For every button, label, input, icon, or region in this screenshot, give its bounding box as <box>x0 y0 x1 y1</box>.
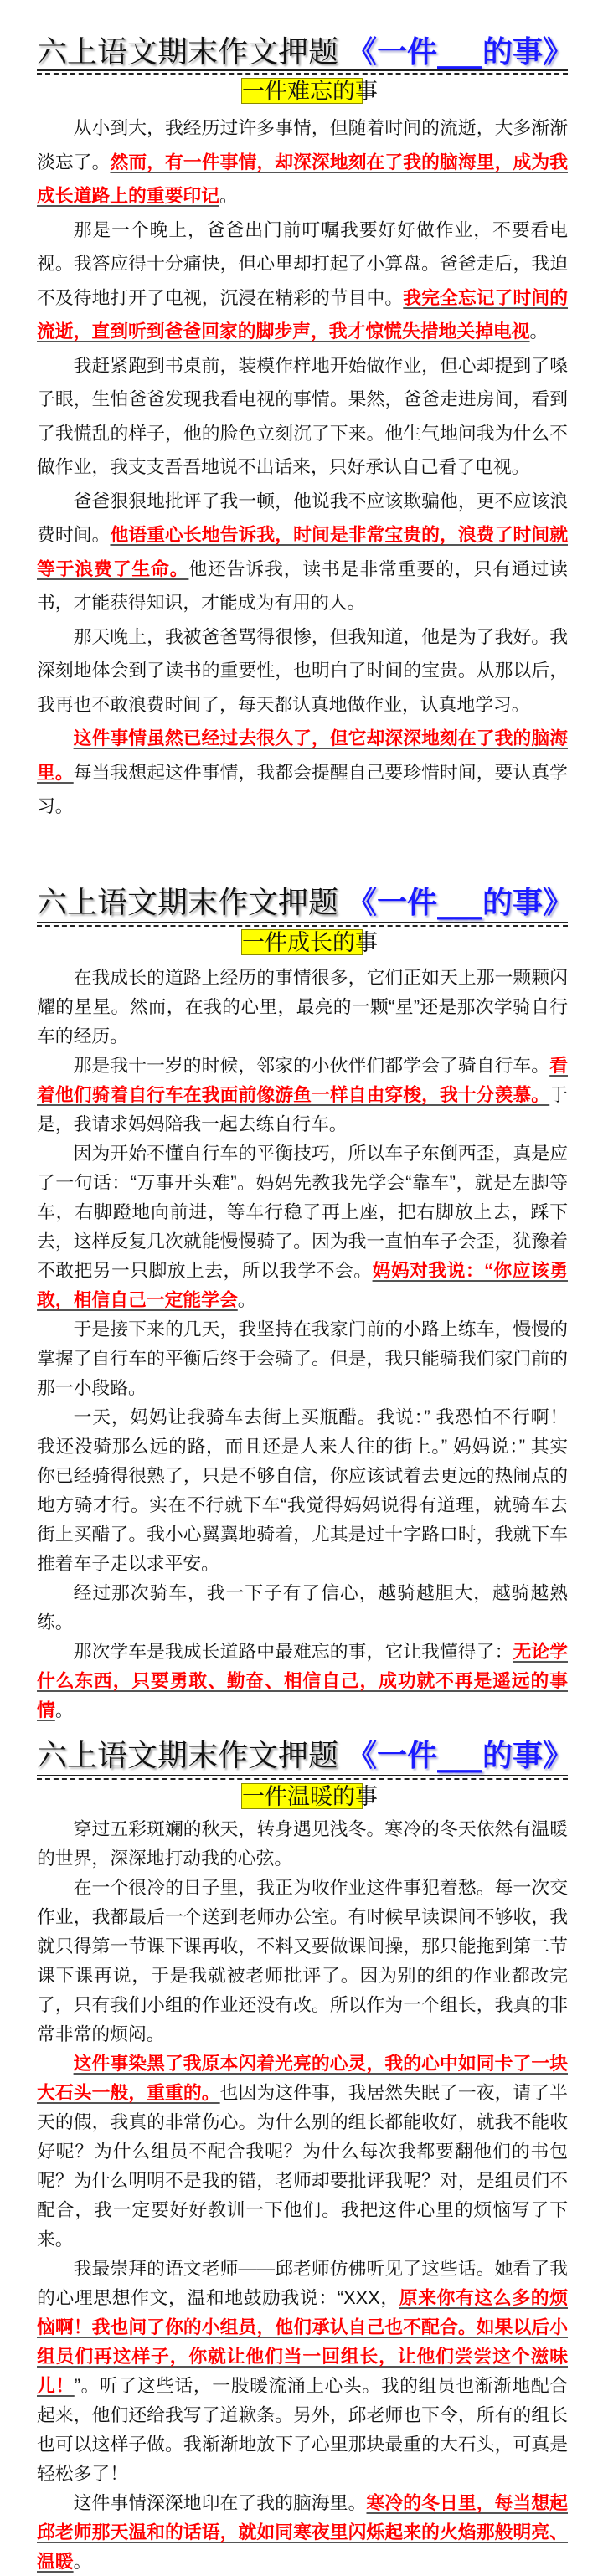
highlighted-sentence: 我完全忘记了时间的流逝，直到听到爸爸回家的脚步声，我才惊慌失措地关掉电视 <box>37 286 568 342</box>
highlighted-sentence: 看着他们骑着自行车在我面前像游鱼一样自由穿梭，我十分羡慕。 <box>37 1055 568 1105</box>
highlighted-sentence: 无论学什么东西，只要勇敢、勤奋、相信自己，成功就不再是遥远的事情 <box>37 1641 568 1720</box>
paragraph <box>37 485 568 620</box>
title-main: 六上语文期末作文押题 <box>37 1739 339 1773</box>
paragraph <box>37 1637 568 1725</box>
text-segment: 穿过五彩斑斓的秋天，转身遇见浅冬。寒冷的冬天依然有温暖的世界，深深地打动我的心弦。 <box>37 1818 568 1869</box>
text-segment: 一天，妈妈让我骑车去街上买瓶醋。我说：” 我恐怕不行啊！我还没骑那么远的路，而且还是人来人往的街上。” 妈妈说：” 其实你已经骑得很熟了，只是不够自信，你应该试着去更远的热闹点的地方骑才行。实在不行就下车“我觉得妈妈说得有道理，就骑车去街上买醋了。我小心翼翼地骑着，尤其是过十字路口时，我就下车推着车子走以求平安。 <box>37 1406 568 1574</box>
text-segment: 。 <box>237 1289 256 1310</box>
text-segment: 那次学车是我成长道路中最难忘的事，它让我懂得了： <box>73 1641 513 1662</box>
title-divider <box>37 1775 568 1780</box>
highlighted-sentence: 这件事染黑了我原本闪着光亮的心灵，我的心中如同卡了一块大石头一般，重重的。 <box>37 2053 568 2103</box>
text-segment: 我赶紧跑到书桌前，装模作样地开始做作业，但心却提到了嗓子眼，生怕爸爸发现我看电视的事情。果然，爸爸走进房间，看到了我慌乱的样子，他的脸色立刻沉了下来。他生气地问我为什么不做作业，我支支吾吾地说不出话来，只好承认自己看了电视。 <box>37 354 568 477</box>
text-segment: 从小到大，我经历过许多事情，但随着时间的流逝，大多渐渐淡忘了。 <box>37 117 568 172</box>
text-segment: 。 <box>54 1699 74 1720</box>
paragraph <box>37 1814 568 1873</box>
paragraph <box>37 1873 568 2049</box>
paragraph <box>37 349 568 485</box>
essay-subtitle: 一件温暖的事 <box>242 1784 378 1809</box>
text-segment: 那天晚上，我被爸爸骂得很惨，但我知道，他是为了我好。我深刻地体会到了读书的重要性，也明白了时间的宝贵。从那以后，我再也不敢浪费时间了，每天都认真地做作业，认真地学习。 <box>37 625 568 715</box>
text-segment: 因为开始不懂自行车的平衡技巧，所以车子东倒西歪，真是应了一句话：“万事开头难”。妈妈先教我先学会“靠车”，就是左脚等车，右脚蹬地向前进，等车行稳了再上座，把右脚放上去，踩下去，这样反复几次就能慢慢骑了。因为我一直怕车子会歪，犹豫着不敢把另一只脚放上去，所以我学不会。 <box>37 1143 568 1281</box>
title-main: 六上语文期末作文押题 <box>37 35 339 69</box>
title-main: 六上语文期末作文押题 <box>37 886 339 920</box>
title-topic: 《一件___的事》 <box>347 34 574 69</box>
title-divider <box>37 69 568 75</box>
paragraph <box>37 2488 568 2576</box>
paragraph <box>37 722 568 824</box>
text-segment: 那是我十一岁的时候，邻家的小伙伴们都学会了骑自行车。 <box>73 1055 550 1076</box>
highlighted-sentence: 寒冷的冬日里，每当想起邱老师那天温和的话语，就如同寒夜里闪烁起来的火焰那般明亮、温暖 <box>37 2492 568 2572</box>
text-segment: 这件事情深深地印在了我的脑海里。 <box>73 2492 367 2513</box>
paragraph <box>37 213 568 349</box>
paragraph <box>37 2254 568 2488</box>
highlighted-sentence: 他语重心长地告诉我，时间是非常宝贵的，浪费了时间就等于浪费了生命。 <box>37 524 568 579</box>
text-segment: 爸爸狠狠地批评了我一顿，他说我不应该欺骗他，更不应该浪费时间。 <box>37 490 568 545</box>
title-divider <box>37 922 568 927</box>
text-segment: 于是，我请求妈妈陪我一起去练自行车。 <box>37 1084 568 1134</box>
essay-subtitle: 一件难忘的事 <box>242 79 378 104</box>
title-topic: 《一件___的事》 <box>347 1738 574 1773</box>
paragraph <box>37 620 568 722</box>
paragraph <box>37 1139 568 1314</box>
text-segment: 。 <box>73 2551 92 2572</box>
highlighted-sentence: 原来你有这么多的烦恼啊！我也问了你的小组员，他们承认自己也不配合。如果以后小组员们再这样子，你就让他们当一回组长，让他们尝尝这个滋味儿！ <box>37 2287 568 2396</box>
text-segment: 经过那次骑车，我一下子有了信心，越骑越胆大，越骑越熟练。 <box>37 1582 568 1632</box>
highlighted-sentence: 这件事情虽然已经过去很久了，但它却深深地刻在了我的脑海里。 <box>37 728 568 783</box>
paragraph <box>37 111 568 213</box>
essay-body <box>37 111 568 824</box>
highlighted-sentence: 妈妈对我说：“你应该勇敢，相信自己一定能学会 <box>37 1260 568 1310</box>
page-title <box>37 1737 573 1774</box>
text-segment: 在一个很冷的日子里，我正为收作业这件事犯着愁。每一次交作业，我都最后一个送到老师办公室。有时候早读课间不够收，我就只得第一节课下课再收，不料又要做课间操，那只能拖到第二节课下课再说，于是我就被老师批评了。因为别的组的作业都改完了，只有我们小组的作业还没有改。所以作为一个组长，我真的非常非常的烦闷。 <box>37 1877 568 2044</box>
text-segment: 。 <box>529 321 549 342</box>
paragraph <box>37 1402 568 1578</box>
paragraph <box>37 1051 568 1139</box>
highlighted-sentence: 然而，有一件事情，却深深地刻在了我的脑海里，成为我成长道路上的重要印记 <box>37 151 568 206</box>
essay-body <box>37 963 568 1725</box>
page-title <box>37 884 573 921</box>
paragraph <box>37 2049 568 2254</box>
text-segment: 于是接下来的几天，我坚持在我家门前的小路上练车，慢慢的掌握了自行车的平衡后终于会骑了。但是，我只能骑我们家门前的那一小段路。 <box>37 1319 568 1398</box>
text-segment: 每当我想起这件事情，我都会提醒自己要珍惜时间，要认真学习。 <box>37 761 568 816</box>
essay-body <box>37 1814 568 2576</box>
paragraph <box>37 1314 568 1402</box>
text-segment: ”。听了这些话，一股暖流涌上心头。我的组员也渐渐地配合起来，他们还给我写了道歉条。另外，邱老师也下令，所有的组长也可以这样子做。我渐渐地放下了心里那块最重的大石头，可真是轻松多了！ <box>37 2375 568 2484</box>
title-topic: 《一件___的事》 <box>347 885 574 920</box>
text-segment: 在我成长的道路上经历的事情很多，它们正如天上那一颗颗闪耀的星星。然而，在我的心里，最亮的一颗“星”还是那次学骑自行车的经历。 <box>37 967 568 1046</box>
text-segment: 也因为这件事，我居然失眠了一夜，请了半天的假，我真的非常伤心。为什么别的组长都能收好，就我不能收好呢？为什么组员不配合我呢？为什么每次我都要翻他们的书包呢？为什么明明不是我的错，老师却要批评我呢？对，是组员们不配合，我一定要好好教训一下他们。我把这件心里的烦恼写了下来。 <box>37 2082 568 2250</box>
text-segment: 我最崇拜的语文老师——邱老师仿佛听见了这些话。她看了我的心理思想作文，温和地鼓励我说：“XXX， <box>37 2258 568 2308</box>
page-title <box>37 33 573 70</box>
paragraph <box>37 1578 568 1637</box>
text-segment: 。 <box>219 185 238 206</box>
paragraph <box>37 963 568 1051</box>
text-segment: 他还告诉我，读书是非常重要的，只有通过读书，才能获得知识，才能成为有用的人。 <box>37 558 568 613</box>
essay-subtitle: 一件成长的事 <box>242 930 378 955</box>
text-segment: 那是一个晚上，爸爸出门前叮嘱我要好好做作业，不要看电视。我答应得十分痛快，但心里却打起了小算盘。爸爸走后，我迫不及待地打开了电视，沉浸在精彩的节目中。 <box>37 219 568 308</box>
